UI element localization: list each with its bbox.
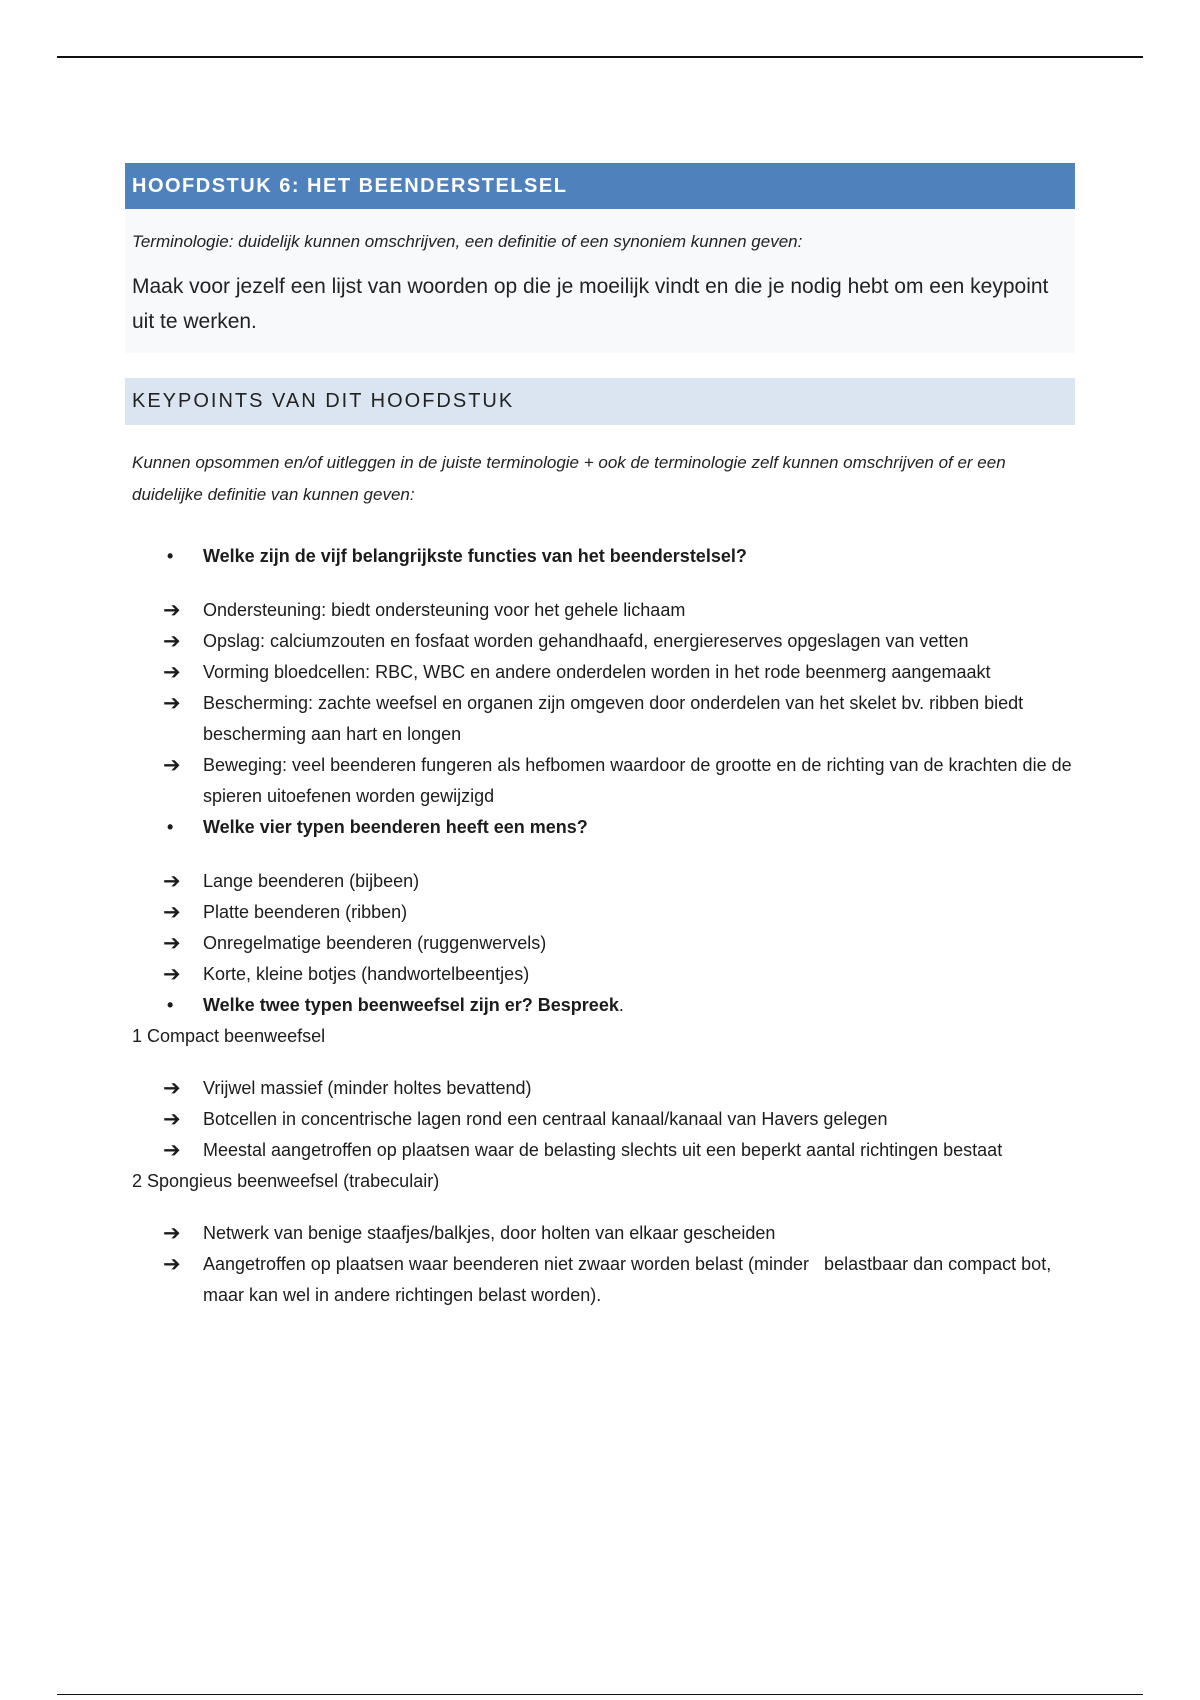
list-item-text: Lange beenderen (bijbeen) <box>203 871 420 891</box>
question-1 <box>125 541 1075 572</box>
keypoints-intro: Kunnen opsommen en/of uitleggen in de juiste terminologie + ook de terminologie zelf kunnen omschrijven of er een duidelijke definitie van kunnen geven: <box>132 453 1006 504</box>
bullet-icon: • <box>167 995 174 1015</box>
arrow-right-icon: ➔ <box>163 599 181 622</box>
list-item-text: Vrijwel massief (minder holtes bevattend) <box>203 1078 532 1098</box>
arrow-right-icon: ➔ <box>163 932 181 955</box>
arrow-right-icon: ➔ <box>163 692 181 715</box>
list-item <box>125 928 1075 959</box>
arrow-right-icon: ➔ <box>163 1108 181 1131</box>
list-item-text: Opslag: calciumzouten en fosfaat worden gehandhaafd, energiereserves opgeslagen van vetten <box>203 631 969 651</box>
list-item <box>125 626 1075 657</box>
list-item-text: Platte beenderen (ribben) <box>203 902 408 922</box>
list-item <box>125 866 1075 897</box>
arrow-right-icon: ➔ <box>163 661 181 684</box>
list-item-text: Bescherming: zachte weefsel en organen zijn omgeven door onderdelen van het skelet bv. ribben biedt bescherming aan hart en longen <box>203 693 1024 744</box>
list-item-text: Onregelmatige beenderen (ruggenwervels) <box>203 933 547 953</box>
list-item-text: Netwerk van benige staafjes/balkjes, door holten van elkaar gescheiden <box>203 1223 776 1243</box>
arrow-right-icon: ➔ <box>163 901 181 924</box>
question-3-suffix: . <box>618 995 624 1015</box>
top-rule <box>57 56 1143 58</box>
list-item <box>125 959 1075 990</box>
arrow-right-icon: ➔ <box>163 963 181 986</box>
list-item <box>125 657 1075 688</box>
arrow-right-icon: ➔ <box>163 870 181 893</box>
list-item <box>125 1135 1075 1166</box>
answer-list-1 <box>125 595 1075 812</box>
list-item <box>125 750 1075 812</box>
question-3 <box>125 990 1075 1021</box>
list-item-text: Korte, kleine botjes (handwortelbeentjes) <box>203 964 530 984</box>
list-item <box>125 1073 1075 1104</box>
bottom-rule <box>57 1694 1143 1695</box>
arrow-right-icon: ➔ <box>163 1139 181 1162</box>
arrow-right-icon: ➔ <box>163 630 181 653</box>
spongy-title: 2 Spongieus beenweefsel (trabeculair) <box>132 1171 440 1191</box>
arrow-right-icon: ➔ <box>163 1077 181 1100</box>
keypoints-title: KEYPOINTS VAN DIT HOOFDSTUK <box>132 390 515 412</box>
chapter-heading <box>125 163 1075 209</box>
bullet-icon: • <box>167 817 174 837</box>
arrow-right-icon: ➔ <box>163 1253 181 1276</box>
compact-title: 1 Compact beenweefsel <box>132 1026 326 1046</box>
terminology-intro: Terminologie: duidelijk kunnen omschrijven, een definitie of een synoniem kunnen geven: <box>132 232 803 251</box>
question-2 <box>125 812 1075 843</box>
list-item <box>125 897 1075 928</box>
answer-list-2 <box>125 866 1075 990</box>
keypoints-heading <box>125 378 1075 425</box>
list-item-text: Vorming bloedcellen: RBC, WBC en andere onderdelen worden in het rode beenmerg aangemaakt <box>203 662 991 682</box>
spongy-list <box>125 1218 1075 1311</box>
question-list-3 <box>125 990 1075 1021</box>
arrow-right-icon: ➔ <box>163 754 181 777</box>
list-item-text: Ondersteuning: biedt ondersteuning voor het gehele lichaam <box>203 600 686 620</box>
list-item-text: Meestal aangetroffen op plaatsen waar de belasting slechts uit een beperkt aantal richtingen bestaat <box>203 1140 1003 1160</box>
question-1-text: Welke zijn de vijf belangrijkste functies van het beenderstelsel? <box>203 546 747 566</box>
chapter-title: HOOFDSTUK 6: HET BEENDERSTELSEL <box>132 174 568 197</box>
question-list-2 <box>125 812 1075 843</box>
arrow-right-icon: ➔ <box>163 1222 181 1245</box>
question-2-text: Welke vier typen beenderen heeft een mens? <box>203 817 588 837</box>
list-item <box>125 1249 1075 1311</box>
terminology-box <box>125 209 1075 353</box>
list-item-text: Aangetroffen op plaatsen waar beenderen niet zwaar worden belast (minder belastbaar dan compact bot, maar kan wel in andere richtingen belast worden). <box>203 1254 1057 1305</box>
list-item <box>125 1104 1075 1135</box>
question-list-1 <box>125 541 1075 572</box>
list-item <box>125 595 1075 626</box>
compact-list <box>125 1073 1075 1166</box>
terminology-body: Maak voor jezelf een lijst van woorden op die je moeilijk vindt en die je nodig hebt om een keypoint uit te werken. <box>132 275 1049 333</box>
bullet-icon: • <box>167 546 174 566</box>
list-item-text: Beweging: veel beenderen fungeren als hefbomen waardoor de grootte en de richting van de krachten die de spieren uitoefenen worden gewijzigd <box>203 755 1072 806</box>
page-content <box>125 163 1075 1311</box>
list-item <box>125 688 1075 750</box>
question-3-text: Welke twee typen beenweefsel zijn er? Bespreek <box>203 995 619 1015</box>
list-item <box>125 1218 1075 1249</box>
list-item-text: Botcellen in concentrische lagen rond een centraal kanaal/kanaal van Havers gelegen <box>203 1109 888 1129</box>
